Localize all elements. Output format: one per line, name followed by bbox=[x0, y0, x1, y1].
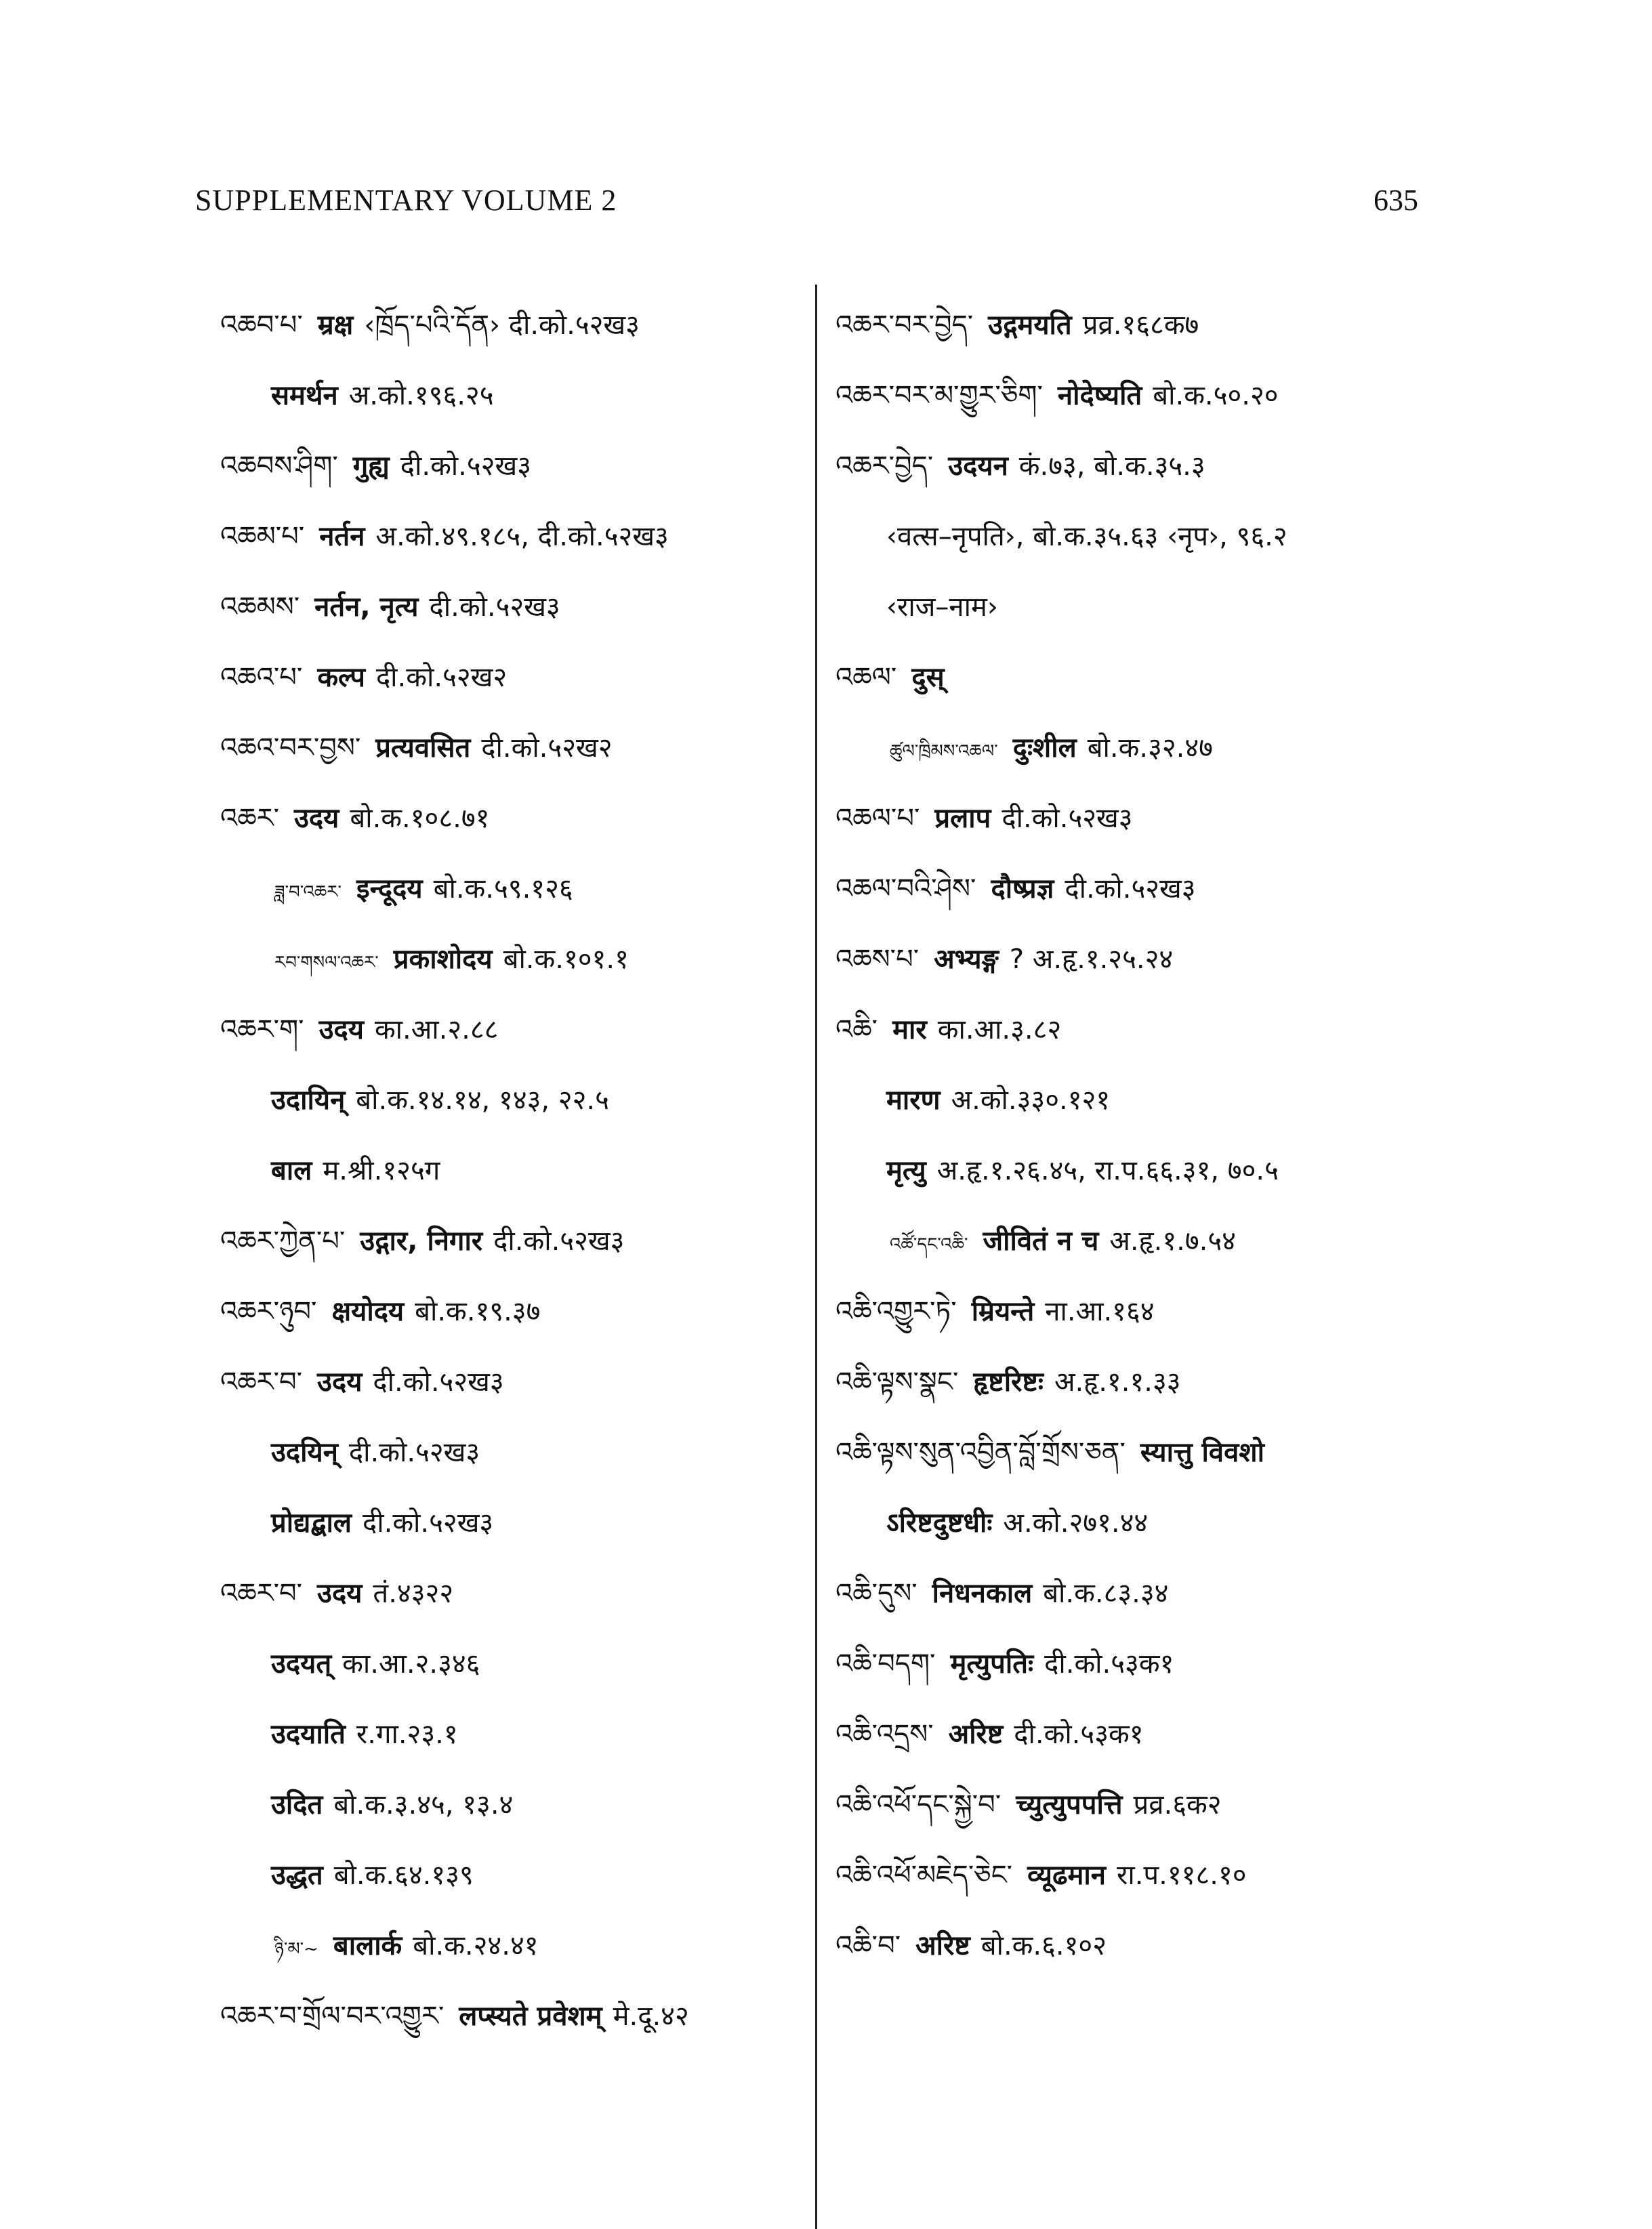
source-reference: दी.को.५२ख३ bbox=[400, 451, 531, 482]
entry-line bbox=[835, 1911, 1445, 1981]
source-reference: ‹ཁྲོད་པའི་དོན› दी.को.५२ख३ bbox=[364, 310, 640, 341]
sanskrit-term: हृष्टरिष्टः bbox=[973, 1367, 1044, 1398]
source-reference: दी.को.५२ख३ bbox=[429, 591, 560, 623]
sanskrit-term: मारण bbox=[886, 1085, 941, 1116]
source-reference: बो.क.६.१०२ bbox=[980, 1930, 1107, 1961]
entry-line bbox=[220, 995, 803, 1065]
running-title: SUPPLEMENTARY VOLUME 2 bbox=[195, 184, 617, 217]
tibetan-headword: འཆམ་པ་ bbox=[220, 521, 305, 552]
sanskrit-term: नोदेष्यति bbox=[1057, 380, 1142, 411]
source-reference: तं.४३२२ bbox=[373, 1578, 454, 1609]
source-reference: दी.को.५२ख३ bbox=[493, 1226, 625, 1257]
tibetan-headword: འཆབ་པ་ bbox=[220, 310, 303, 341]
page-header bbox=[195, 183, 1418, 224]
sanskrit-term: दौष्प्रज्ञ bbox=[991, 873, 1054, 904]
entry-line bbox=[835, 360, 1445, 431]
source-reference: प्रव्र.१६८क७ bbox=[1082, 310, 1199, 341]
tibetan-headword: འཆར་བར་བྱེད་ bbox=[835, 310, 974, 341]
entry-line bbox=[220, 1065, 803, 1136]
tibetan-headword: འཆའ་པ་ bbox=[220, 662, 303, 693]
entry-line bbox=[220, 1981, 803, 2051]
source-reference: बो.क.१०८.७१ bbox=[350, 803, 490, 834]
source-reference: का.आ.३.८२ bbox=[937, 1014, 1062, 1045]
entry-line bbox=[220, 924, 803, 995]
sanskrit-term: निधनकाल bbox=[932, 1578, 1033, 1609]
sanskrit-term: उदयाति bbox=[271, 1719, 346, 1750]
source-reference: बो.क.१९.३७ bbox=[415, 1296, 541, 1327]
source-reference: बो.क.३२.४७ bbox=[1087, 732, 1213, 764]
source-reference: प्रव्र.६क२ bbox=[1133, 1789, 1222, 1820]
source-reference: र.गा.२३.१ bbox=[356, 1719, 458, 1750]
tibetan-headword: འཆར་ཀྱེན་པ་ bbox=[220, 1226, 346, 1257]
tibetan-headword: འཆི་འདྲས་ bbox=[835, 1719, 934, 1750]
source-reference: अ.को.३३०.१२१ bbox=[951, 1085, 1111, 1116]
left-column bbox=[220, 290, 803, 2051]
source-reference: बो.क.५०.२० bbox=[1153, 380, 1279, 411]
entry-line bbox=[220, 360, 803, 431]
sanskrit-term: उदय bbox=[294, 803, 339, 834]
sanskrit-term: दुःशील bbox=[1012, 732, 1077, 764]
tibetan-headword: འཆར་ག་ bbox=[220, 1014, 304, 1045]
tibetan-headword: འཆལ་པ་ bbox=[835, 803, 920, 834]
entry-line bbox=[220, 1911, 803, 1981]
entry-line bbox=[220, 431, 803, 501]
sanskrit-term: उदयिन् bbox=[271, 1437, 338, 1468]
sanskrit-term: उदयन bbox=[948, 451, 1008, 482]
tibetan-headword: འཆམས་ bbox=[220, 591, 300, 623]
sanskrit-term: उद्गमयति bbox=[988, 310, 1072, 341]
sanskrit-term: नर्तन, नृत्य bbox=[314, 591, 419, 623]
sanskrit-term: प्रोद्यद्बाल bbox=[271, 1507, 352, 1539]
sanskrit-term: दुस् bbox=[911, 662, 945, 693]
tibetan-compound: ཉི་མ་~ bbox=[274, 1939, 318, 1959]
sanskrit-term: बालार्क bbox=[333, 1930, 402, 1961]
sanskrit-term: नर्तन bbox=[319, 521, 365, 552]
source-reference: अ.को.१९६.२५ bbox=[348, 380, 494, 411]
sanskrit-term: इन्दूदय bbox=[356, 873, 423, 904]
source-reference: दी.को.५३क१ bbox=[1044, 1648, 1174, 1680]
source-reference: ना.आ.१६४ bbox=[1045, 1296, 1155, 1327]
column-divider bbox=[815, 285, 817, 2229]
source-reference: अ.हृ.१.२६.४५, रा.प.६६.३१, ७०.५ bbox=[936, 1155, 1279, 1186]
entry-line bbox=[220, 1206, 803, 1276]
tibetan-headword: འཆར་བ་གྲོལ་བར་འགྱུར་ bbox=[220, 2001, 445, 2032]
sanskrit-term: क्षयोदय bbox=[331, 1296, 405, 1327]
source-reference: दी.को.५३क१ bbox=[1014, 1719, 1144, 1750]
tibetan-headword: འཆར་ bbox=[220, 803, 279, 834]
entry-line bbox=[220, 1558, 803, 1629]
entry-line bbox=[835, 1136, 1445, 1206]
entry-line bbox=[220, 783, 803, 854]
entry-line bbox=[220, 1840, 803, 1911]
entry-line bbox=[835, 572, 1445, 642]
sanskrit-term: उदित bbox=[271, 1789, 323, 1820]
source-reference: रा.प.११८.१० bbox=[1116, 1860, 1247, 1891]
source-reference: अ.को.४९.१८५, दी.को.५२ख३ bbox=[375, 521, 669, 552]
source-reference: ‹राज–नाम› bbox=[886, 591, 998, 623]
entry-line bbox=[835, 783, 1445, 854]
entry-line bbox=[835, 713, 1445, 783]
tibetan-headword: འཆི་དུས་ bbox=[835, 1578, 917, 1609]
sanskrit-term: स्यात्तु विवशो bbox=[1140, 1437, 1264, 1468]
sanskrit-term: अरिष्ट bbox=[915, 1930, 970, 1961]
entry-line bbox=[835, 431, 1445, 501]
tibetan-headword: འཆི་ལྟས་སུན་འབྱིན་བློ་གྲོས་ཅན་ bbox=[835, 1437, 1126, 1468]
tibetan-headword: འཆལ་བའི་ཤེས་ bbox=[835, 873, 976, 904]
entry-line bbox=[835, 1629, 1445, 1699]
entry-line bbox=[220, 1699, 803, 1770]
tibetan-headword: འཆས་པ་ bbox=[835, 944, 920, 975]
sanskrit-term: उद्धत bbox=[271, 1860, 323, 1891]
entry-line bbox=[835, 1699, 1445, 1770]
entry-line bbox=[220, 854, 803, 924]
sanskrit-term: अभ्यङ्ग bbox=[934, 944, 999, 975]
source-reference: बो.क.१४.१४, १४३, २२.५ bbox=[356, 1085, 609, 1116]
tibetan-headword: འཆར་བ་ bbox=[220, 1578, 303, 1609]
source-reference: का.आ.२.८८ bbox=[374, 1014, 499, 1045]
sanskrit-term: कल्प bbox=[317, 662, 365, 693]
sanskrit-term: म्रियन्ते bbox=[971, 1296, 1035, 1327]
entry-line bbox=[220, 572, 803, 642]
tibetan-headword: འཆི་འགྱུར་ཏེ་ bbox=[835, 1296, 957, 1327]
right-column bbox=[835, 290, 1445, 1981]
entry-line bbox=[835, 1206, 1445, 1276]
tibetan-compound: རབ་གསལ་འཆར་ bbox=[274, 953, 379, 973]
tibetan-headword: འཆི་བ་ bbox=[835, 1930, 901, 1961]
tibetan-headword: འཆི་ལྟས་སྣང་ bbox=[835, 1367, 959, 1398]
tibetan-headword: འཆར་བྱེད་ bbox=[835, 451, 934, 482]
entry-line bbox=[835, 1417, 1445, 1488]
entry-line bbox=[835, 501, 1445, 572]
entry-line bbox=[835, 854, 1445, 924]
entry-line bbox=[835, 642, 1445, 713]
entry-line bbox=[835, 924, 1445, 995]
source-reference: बो.क.२४.४१ bbox=[413, 1930, 539, 1961]
source-reference: मे.दू.४२ bbox=[613, 2001, 689, 2032]
sanskrit-term: उदय bbox=[318, 1014, 364, 1045]
source-reference: दी.को.५२ख२ bbox=[481, 732, 613, 764]
source-reference: का.आ.२.३४६ bbox=[342, 1648, 480, 1680]
entry-line bbox=[220, 501, 803, 572]
tibetan-headword: འཆལ་ bbox=[835, 662, 897, 693]
entry-line bbox=[220, 1347, 803, 1417]
sanskrit-term: मार bbox=[892, 1014, 927, 1045]
entry-line bbox=[835, 1347, 1445, 1417]
entry-line bbox=[835, 1840, 1445, 1911]
entry-line bbox=[220, 642, 803, 713]
sanskrit-term: उदयत् bbox=[271, 1648, 332, 1680]
page-number: 635 bbox=[1374, 184, 1418, 217]
sanskrit-term: मृत्युपतिः bbox=[950, 1648, 1034, 1680]
sanskrit-term: उदय bbox=[317, 1367, 363, 1398]
entry-line bbox=[835, 1276, 1445, 1347]
entry-line bbox=[835, 1770, 1445, 1840]
source-reference: दी.को.५२ख२ bbox=[375, 662, 508, 693]
sanskrit-term: प्रत्यवसित bbox=[375, 732, 471, 764]
sanskrit-term: प्रकाशोदय bbox=[393, 944, 493, 975]
sanskrit-term: गुह्य bbox=[352, 451, 390, 482]
sanskrit-term: उदय bbox=[317, 1578, 363, 1609]
sanskrit-term: व्यूढमान bbox=[1027, 1860, 1106, 1891]
entry-line bbox=[220, 1417, 803, 1488]
tibetan-headword: འཆི་བདག་ bbox=[835, 1648, 936, 1680]
sanskrit-term: अरिष्ट bbox=[948, 1719, 1004, 1750]
source-reference: म.श्री.१२५ग bbox=[323, 1155, 440, 1186]
source-reference: ‹वत्स–नृपति›, बो.क.३५.६३ ‹नृप›, ९६.२ bbox=[886, 521, 1287, 552]
source-reference: बो.क.८३.३४ bbox=[1043, 1578, 1169, 1609]
entry-line bbox=[835, 1065, 1445, 1136]
tibetan-headword: འཆི་ bbox=[835, 1014, 878, 1045]
tibetan-compound: ཟླ་བ་འཆར་ bbox=[274, 882, 342, 902]
sanskrit-term: बाल bbox=[271, 1155, 312, 1186]
source-reference: बो.क.३.४५, १३.४ bbox=[333, 1789, 514, 1820]
source-reference: दी.को.५२ख३ bbox=[1065, 873, 1196, 904]
entry-line bbox=[835, 1558, 1445, 1629]
sanskrit-term: समर्थन bbox=[271, 380, 338, 411]
source-reference: बो.क.६४.१३९ bbox=[333, 1860, 474, 1891]
tibetan-compound: འཚོ་དང་འཆི་ bbox=[890, 1234, 968, 1255]
sanskrit-term: उद्गार, निगार bbox=[360, 1226, 483, 1257]
entry-line bbox=[220, 1488, 803, 1558]
tibetan-headword: འཆར་བར་མ་གྱུར་ཅིག་ bbox=[835, 380, 1043, 411]
sanskrit-term: मृत्यु bbox=[886, 1155, 926, 1186]
sanskrit-term: च्युत्युपपत्ति bbox=[1016, 1789, 1123, 1820]
tibetan-headword: འཆར་ཉུབ་ bbox=[220, 1296, 317, 1327]
source-reference: कं.७३, बो.क.३५.३ bbox=[1018, 451, 1205, 482]
source-reference: अ.हृ.१.१.३३ bbox=[1054, 1367, 1181, 1398]
sanskrit-term: ऽरिष्टदुष्टधीः bbox=[886, 1507, 993, 1539]
entry-line bbox=[220, 1629, 803, 1699]
entry-line bbox=[835, 1488, 1445, 1558]
source-reference: दी.को.५२ख३ bbox=[373, 1367, 504, 1398]
tibetan-headword: འཆའ་བར་བྱས་ bbox=[220, 732, 361, 764]
sanskrit-term: प्रलाप bbox=[934, 803, 991, 834]
entry-line bbox=[220, 1276, 803, 1347]
tibetan-headword: འཆི་འཕོ་དང་སྐྱེ་བ་ bbox=[835, 1789, 1001, 1820]
entry-line bbox=[220, 713, 803, 783]
source-reference: दी.को.५२ख३ bbox=[363, 1507, 494, 1539]
entry-line bbox=[220, 290, 803, 360]
entry-line bbox=[835, 290, 1445, 360]
source-reference: ? अ.हृ.१.२५.२४ bbox=[1009, 944, 1174, 975]
entry-line bbox=[835, 995, 1445, 1065]
source-reference: बो.क.५९.१२६ bbox=[433, 873, 573, 904]
source-reference: दी.को.५२ख३ bbox=[348, 1437, 480, 1468]
source-reference: अ.को.२७१.४४ bbox=[1003, 1507, 1149, 1539]
sanskrit-term: जीवितं न च bbox=[983, 1226, 1099, 1257]
sanskrit-term: म्रक्ष bbox=[317, 310, 354, 341]
tibetan-headword: འཆི་འཕོ་མཇེད་ཅེང་ bbox=[835, 1860, 1013, 1891]
source-reference: दी.को.५२ख३ bbox=[1001, 803, 1133, 834]
tibetan-headword: འཆབས་ཤིག་ bbox=[220, 451, 338, 482]
tibetan-compound: ཚུལ་ཁྲིམས་འཆལ་ bbox=[890, 741, 998, 762]
tibetan-headword: འཆར་བ་ bbox=[220, 1367, 303, 1398]
source-reference: अ.हृ.१.७.५४ bbox=[1109, 1226, 1236, 1257]
entry-line bbox=[220, 1136, 803, 1206]
sanskrit-term: लप्स्यते प्रवेशम् bbox=[459, 2001, 602, 2032]
entry-line bbox=[220, 1770, 803, 1840]
sanskrit-term: उदायिन् bbox=[271, 1085, 346, 1116]
source-reference: बो.क.१०१.१ bbox=[503, 944, 629, 975]
